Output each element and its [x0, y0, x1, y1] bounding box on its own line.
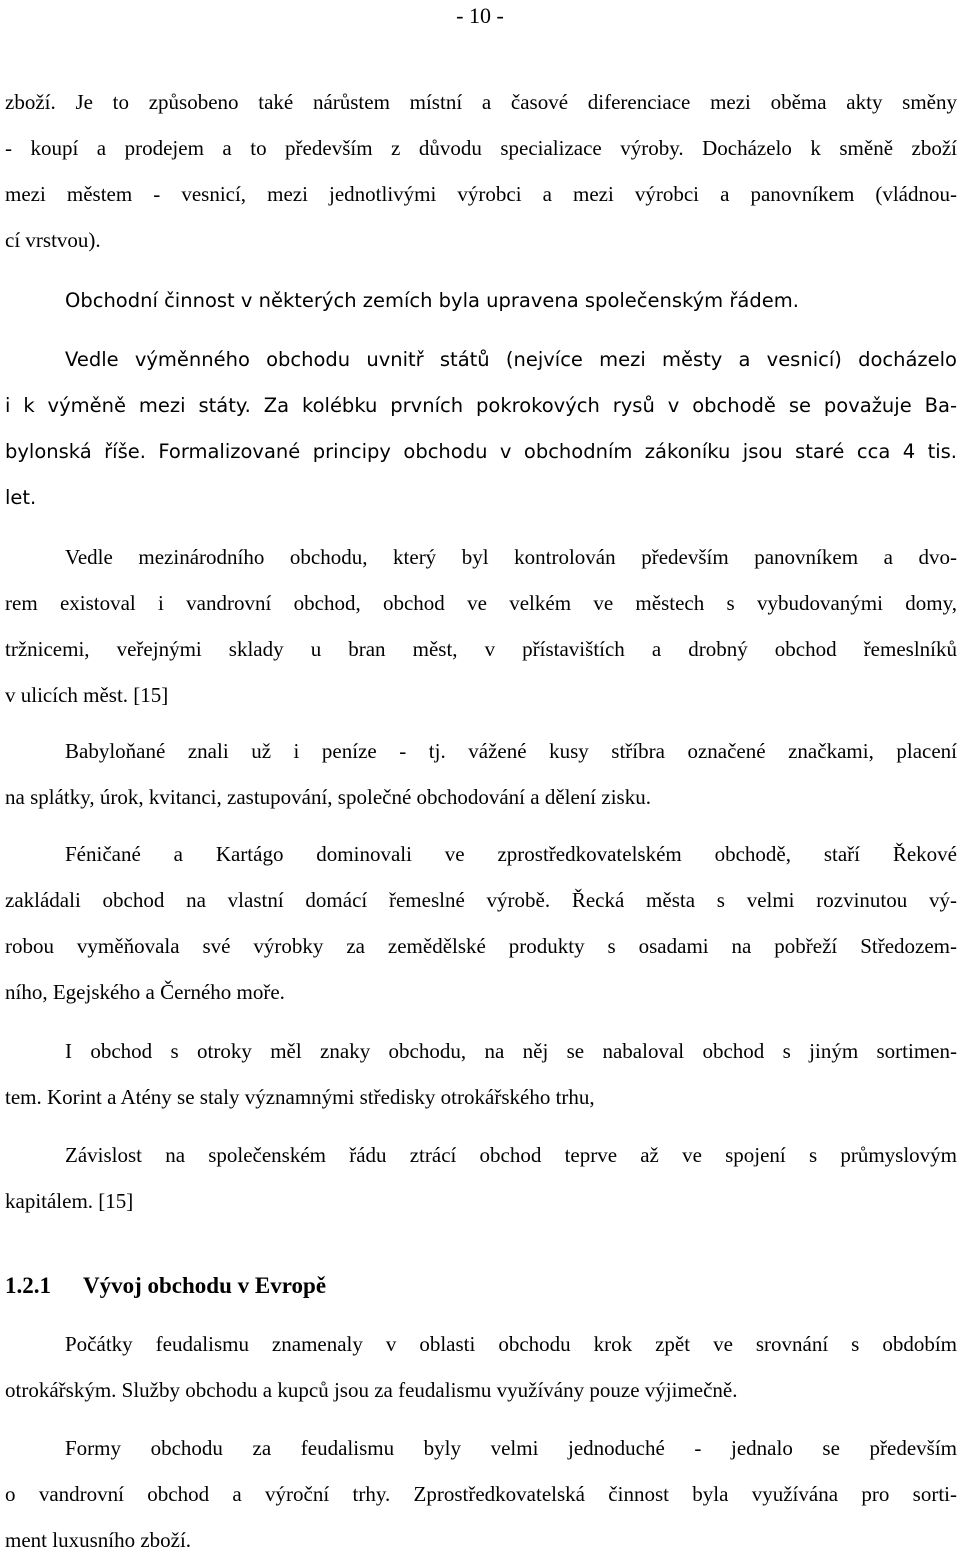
text-line: na splátky, úrok, kvitanci, zastupování, společné obchodování a dělení zisku. — [5, 785, 651, 809]
text-line: ment luxusního zboží. — [5, 1528, 192, 1552]
text-line: - koupí a prodejem a to především z důvodu specializace výroby. Docházelo k směně zboží — [5, 136, 957, 160]
text-line: o vandrovní obchod a výroční trhy. Zprostředkovatelská činnost byla využívána pro sorti- — [5, 1482, 957, 1506]
paragraph-international-trade — [5, 534, 957, 718]
text-line: Závislost na společenském řádu ztrácí obchod teprve až ve spojení s průmyslovým — [65, 1143, 957, 1167]
section-title: Vývoj obchodu v Evropě — [83, 1273, 327, 1298]
text-line: Obchodní činnost v některých zemích byla upravena společenským řádem. — [65, 289, 799, 312]
text-line: Počátky feudalismu znamenaly v oblasti obchodu krok zpět ve srovnání s obdobím — [65, 1332, 957, 1356]
text-line: Féničané a Kartágo dominovali ve zprostředkovatelském obchodě, staří Řekové — [65, 842, 957, 866]
paragraph-industrial-capital — [5, 1132, 957, 1224]
text-line: bylonská říše. Formalizované principy obchodu v obchodním zákoníku jsou staré cca 4 tis. — [5, 440, 957, 463]
text-line: ního, Egejského a Černého moře. — [5, 980, 285, 1004]
text-line: tržnicemi, veřejnými sklady u bran měst, v přístavištích a drobný obchod řemeslníků — [5, 637, 957, 661]
text-line: zakládali obchod na vlastní domácí řemeslné výrobě. Řecká města s velmi rozvinutou vý- — [5, 888, 957, 912]
text-line: i k výměně mezi státy. Za kolébku prvních pokrokových rysů v obchodě se považuje Ba- — [5, 394, 957, 417]
text-line: tem. Korint a Atény se staly významnými středisky otrokářského trhu, — [5, 1085, 595, 1109]
text-line: rem existoval i vandrovní obchod, obchod ve velkém ve městech s vybudovanými domy, — [5, 591, 957, 615]
text-line: cí vrstvou). — [5, 228, 101, 252]
page-number: - 10 - — [456, 3, 504, 28]
text-line: Babyloňané znali už i peníze - tj. vážené kusy stříbra označené značkami, placení — [65, 739, 957, 763]
text-line: Vedle mezinárodního obchodu, který byl kontrolován především panovníkem a dvo- — [65, 545, 957, 569]
section-heading — [5, 1263, 326, 1309]
text-line: mezi městem - vesnicí, mezi jednotlivými výrobci a mezi výrobci a panovníkem (vládnou- — [5, 182, 957, 206]
text-line: v ulicích měst. [15] — [5, 683, 169, 707]
text-line: Formy obchodu za feudalismu byly velmi jednoduché - jednalo se především — [65, 1436, 957, 1460]
text-line: kapitálem. [15] — [5, 1189, 134, 1213]
text-line: Vedle výměnného obchodu uvnitř států (nejvíce mezi městy a vesnicí) docházelo — [65, 348, 957, 371]
paragraph-slave-trade — [5, 1028, 957, 1120]
text-line: I obchod s otroky měl znaky obchodu, na něj se nabaloval obchod s jiným sortimen- — [65, 1039, 957, 1063]
paragraph-feudal-trade-forms — [5, 1425, 957, 1563]
text-line: otrokářským. Služby obchodu a kupců jsou za feudalismu využívány pouze výjimečně. — [5, 1378, 738, 1402]
paragraph-feudalism-beginnings — [5, 1321, 957, 1413]
section-number: 1.2.1 — [5, 1273, 51, 1298]
paragraph-babylonians — [5, 728, 957, 820]
text-line: zboží. Je to způsobeno také nárůstem místní a časové diferenciace mezi oběma akty směny — [5, 90, 957, 114]
paragraph-social-order — [5, 278, 957, 324]
text-line: robou vyměňovala své výrobky za zemědělské produkty s osadami na pobřeží Středozem- — [5, 934, 957, 958]
paragraph-phoenicians — [5, 831, 957, 1015]
paragraph-exchange-trade — [5, 337, 957, 521]
text-line: let. — [5, 486, 37, 509]
paragraph-continuation — [5, 79, 957, 263]
